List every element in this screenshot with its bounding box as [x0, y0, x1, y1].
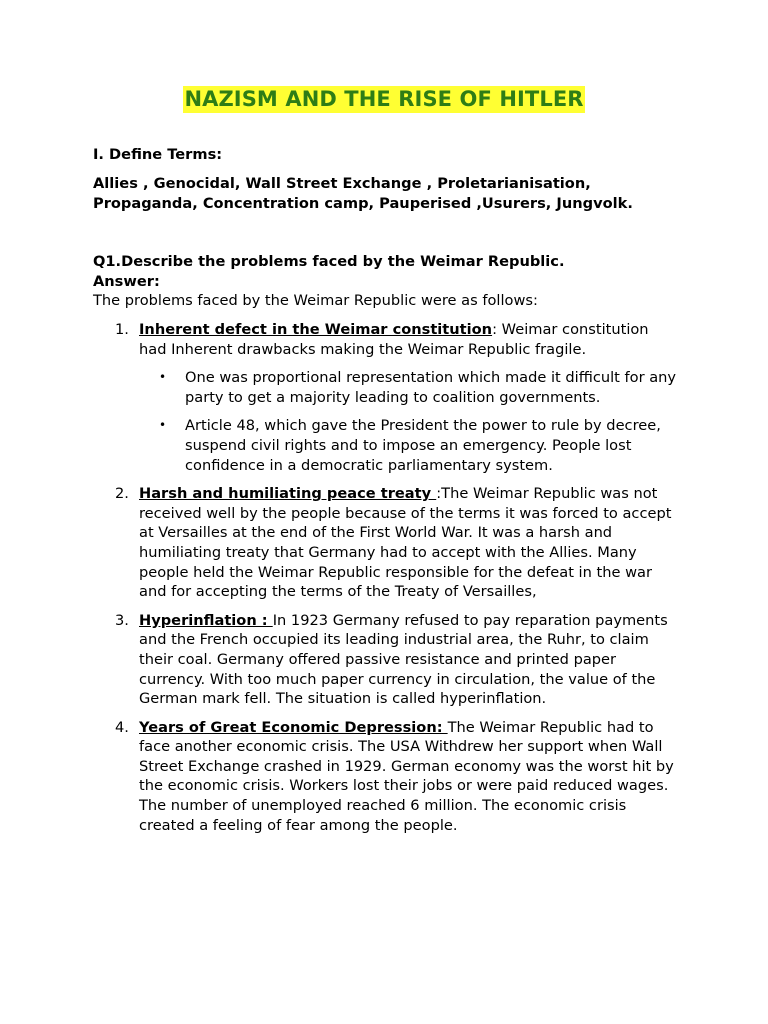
sub-bullet-text: Article 48, which gave the President the power to rule by decree, suspend civil rights and to impose an emergency. People lost confidence in a democratic parliamentary system.: [185, 417, 661, 474]
answer-intro: The problems faced by the Weimar Republic were as follows:: [93, 292, 538, 309]
terms-line: Propaganda, Concentration camp, Pauperised ,Usurers, Jungvolk.: [93, 195, 633, 212]
sub-bullet-list: [139, 368, 678, 475]
point-number: 4.: [115, 718, 129, 736]
answer-point: [93, 611, 678, 709]
terms-line: Allies , Genocidal, Wall Street Exchange , Proletarianisation,: [93, 175, 591, 192]
bullet-icon: •: [159, 418, 167, 433]
document-title: NAZISM AND THE RISE OF HITLER: [184, 87, 584, 111]
bullet-icon: •: [159, 370, 167, 385]
point-number: 2.: [115, 485, 129, 503]
point-text: The Weimar Republic was not received well by the people because of the terms it was forced to accept at Versailles at the end of the First World War. It was a harsh and humiliating treaty that Germany had to accept with the Allies. Many people held the Weimar Republic responsible for the defeat in the war and for accepting the terms of the Treaty of Versailles,: [139, 485, 672, 601]
title-container: [0, 86, 768, 113]
point-heading: Hyperinflation :: [139, 611, 273, 629]
point-text: The Weimar Republic had to face another economic crisis. The USA Withdrew her support when Wall Street Exchange crashed in 1929. German economy was the worst hit by the economic crisis. Workers lost their jobs or were paid reduced wages. The number of unemployed reached 6 million. The economic crisis created a feeling of fear among the people.: [139, 718, 674, 834]
question-text: Q1.Describe the problems faced by the Weimar Republic.: [93, 253, 565, 270]
point-heading: Years of Great Economic Depression:: [139, 718, 448, 736]
point-heading: Harsh and humiliating peace treaty: [139, 485, 437, 503]
point-separator: :: [492, 321, 502, 338]
sub-bullet-item: [139, 416, 678, 475]
answer-point: [93, 484, 678, 602]
define-terms-heading: I. Define Terms:: [93, 146, 223, 163]
answer-point: [93, 718, 678, 836]
answer-point: [93, 320, 678, 475]
point-number: 1.: [115, 321, 129, 338]
terms-list: [93, 174, 713, 214]
answer-label: Answer:: [93, 273, 160, 290]
sub-bullet-item: [139, 368, 678, 407]
answer-points-list: [93, 320, 678, 835]
point-text: Weimar constitution had Inherent drawbacks making the Weimar Republic fragile.: [139, 321, 649, 358]
sub-bullet-text: One was proportional representation which made it difficult for any party to get a majority leading to coalition governments.: [185, 369, 677, 406]
point-heading: Inherent defect in the Weimar constitution: [139, 321, 493, 338]
question-block: [93, 252, 693, 292]
point-text: In 1923 Germany refused to pay reparation payments and the French occupied its leading industrial area, the Ruhr, to claim their coal. Germany offered passive resistance and printed paper currency. With too much paper currency in circulation, the value of the German mark fell. The situation is called hyperinflation.: [139, 611, 668, 708]
point-separator: :: [436, 485, 442, 503]
point-number: 3.: [115, 611, 129, 629]
